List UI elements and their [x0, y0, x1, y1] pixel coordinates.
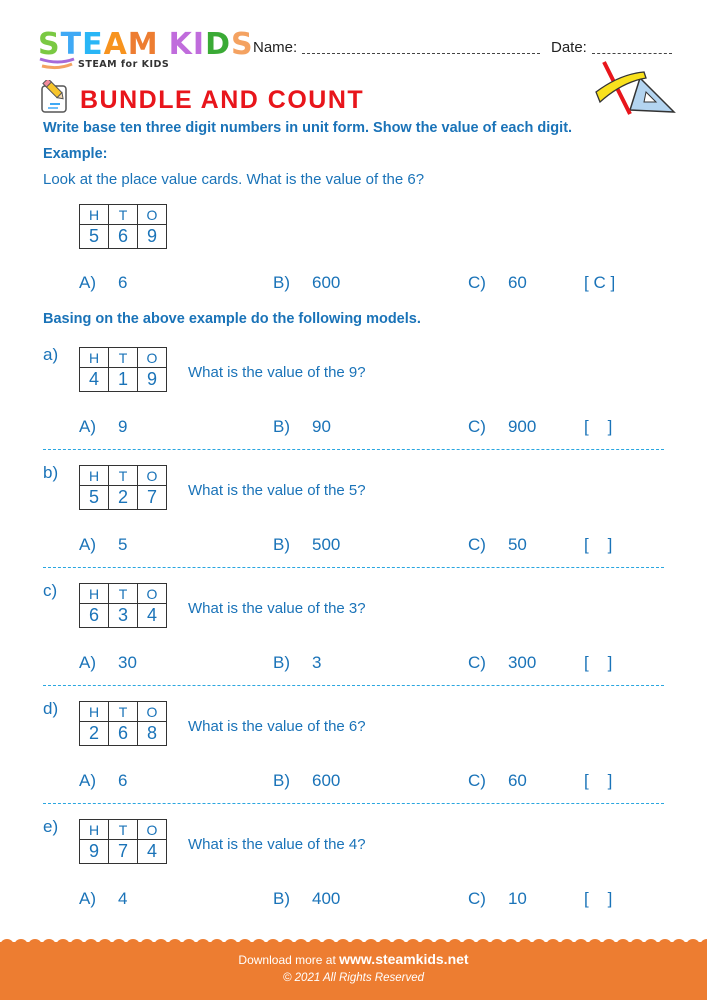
answer-box[interactable]: [ ]	[584, 417, 613, 436]
date-label: Date:	[551, 39, 587, 56]
option-b[interactable]: B) 600	[273, 771, 341, 790]
example-option-a: A) 6	[79, 273, 128, 292]
digit-ones: 8	[138, 722, 167, 746]
header-tens: T	[109, 820, 138, 840]
question-text-a: What is the value of the 9?	[188, 364, 366, 381]
ruler-triangle-icon	[590, 60, 676, 116]
digit-tens: 1	[109, 368, 138, 392]
question-label-a: a)	[43, 345, 59, 364]
name-label: Name:	[253, 39, 298, 56]
option-a[interactable]: A) 6	[79, 771, 128, 790]
divider	[43, 567, 664, 568]
digit-hundreds: 9	[80, 840, 109, 864]
logo-letter: M	[127, 27, 159, 62]
option-c[interactable]: C) 300	[468, 653, 537, 672]
example-label: Example:	[43, 146, 108, 162]
option-c[interactable]: C) 10	[468, 889, 527, 908]
place-value-card-d	[79, 701, 167, 746]
digit-ones: 4	[138, 840, 167, 864]
place-value-card-c	[79, 583, 167, 628]
header-ones: O	[138, 348, 167, 368]
logo-subtitle: STEAM for KIDS	[78, 59, 170, 70]
example-option-c: C) 60	[468, 273, 527, 292]
logo-letter: K	[168, 27, 193, 62]
digit-tens: 6	[109, 722, 138, 746]
header-hundreds: H	[80, 348, 109, 368]
answer-box[interactable]: [ ]	[584, 535, 613, 554]
option-c[interactable]: C) 60	[468, 771, 527, 790]
option-b[interactable]: B) 400	[273, 889, 341, 908]
divider	[43, 449, 664, 450]
logo-letter: S	[38, 27, 61, 62]
header-tens: T	[109, 584, 138, 604]
option-b[interactable]: B) 3	[273, 653, 322, 672]
logo-letter: A	[103, 27, 128, 62]
digit-tens: 2	[109, 486, 138, 510]
question-text-b: What is the value of the 5?	[188, 482, 366, 499]
example-option-b: B) 600	[273, 273, 341, 292]
place-value-card-e	[79, 819, 167, 864]
logo-letter: I	[192, 27, 206, 62]
question-label-c: c)	[43, 581, 58, 600]
place-value-card-b	[79, 465, 167, 510]
example-question: Look at the place value cards. What is the value of the 6?	[43, 171, 425, 188]
header-tens: T	[109, 348, 138, 368]
header-ones: O	[138, 702, 167, 722]
header-ones: O	[138, 820, 167, 840]
logo-letter: D	[205, 27, 231, 62]
option-c[interactable]: C) 50	[468, 535, 527, 554]
question-label-d: d)	[43, 699, 59, 718]
footer-link[interactable]: www.steamkids.net	[339, 951, 469, 967]
page-title: BUNDLE AND COUNT	[80, 86, 365, 114]
divider	[43, 803, 664, 804]
digit-hundreds: 6	[80, 604, 109, 628]
question-text-d: What is the value of the 6?	[188, 718, 366, 735]
digit-ones: 9	[138, 225, 167, 249]
footer-copyright: © 2021 All Rights Reserved	[282, 972, 424, 984]
logo-swoosh-icon	[38, 56, 78, 72]
place-value-card-example	[79, 204, 167, 249]
option-b[interactable]: B) 90	[273, 417, 331, 436]
question-text-e: What is the value of the 4?	[188, 836, 366, 853]
footer-download: Download more at www.steamkids.net	[238, 951, 469, 967]
header-hundreds: H	[80, 205, 109, 225]
option-a[interactable]: A) 4	[79, 889, 128, 908]
logo-letter: S	[230, 27, 254, 62]
divider	[43, 685, 664, 686]
digit-hundreds: 5	[80, 486, 109, 510]
header-tens: T	[109, 466, 138, 486]
header-hundreds: H	[80, 820, 109, 840]
header-hundreds: H	[80, 584, 109, 604]
example-answer: [ C ]	[584, 273, 616, 292]
option-b[interactable]: B) 500	[273, 535, 341, 554]
digit-ones: 4	[138, 604, 167, 628]
answer-box[interactable]: [ ]	[584, 771, 613, 790]
question-label-b: b)	[43, 463, 59, 482]
place-value-card-a	[79, 347, 167, 392]
digit-hundreds: 2	[80, 722, 109, 746]
digit-tens: 7	[109, 840, 138, 864]
instruction-text: Write base ten three digit numbers in unit form. Show the value of each digit.	[43, 120, 573, 136]
option-a[interactable]: A) 5	[79, 535, 128, 554]
digit-tens: 6	[109, 225, 138, 249]
question-text-c: What is the value of the 3?	[188, 600, 366, 617]
header-ones: O	[138, 466, 167, 486]
answer-box[interactable]: [ ]	[584, 653, 613, 672]
option-c[interactable]: C) 900	[468, 417, 537, 436]
date-field[interactable]	[592, 53, 672, 54]
digit-hundreds: 5	[80, 225, 109, 249]
question-label-e: e)	[43, 817, 59, 836]
answer-box[interactable]: [ ]	[584, 889, 613, 908]
digit-tens: 3	[109, 604, 138, 628]
digit-hundreds: 4	[80, 368, 109, 392]
header-tens: T	[109, 205, 138, 225]
option-a[interactable]: A) 9	[79, 417, 128, 436]
models-instruction: Basing on the above example do the following models.	[43, 311, 421, 327]
name-field[interactable]	[302, 53, 540, 54]
digit-ones: 7	[138, 486, 167, 510]
logo-letter: T	[60, 27, 83, 62]
option-a[interactable]: A) 30	[79, 653, 137, 672]
header-hundreds: H	[80, 702, 109, 722]
digit-ones: 9	[138, 368, 167, 392]
worksheet-pencil-icon	[36, 80, 72, 114]
header-tens: T	[109, 702, 138, 722]
header-ones: O	[138, 205, 167, 225]
header-ones: O	[138, 584, 167, 604]
header-hundreds: H	[80, 466, 109, 486]
logo-letter: E	[82, 27, 104, 62]
